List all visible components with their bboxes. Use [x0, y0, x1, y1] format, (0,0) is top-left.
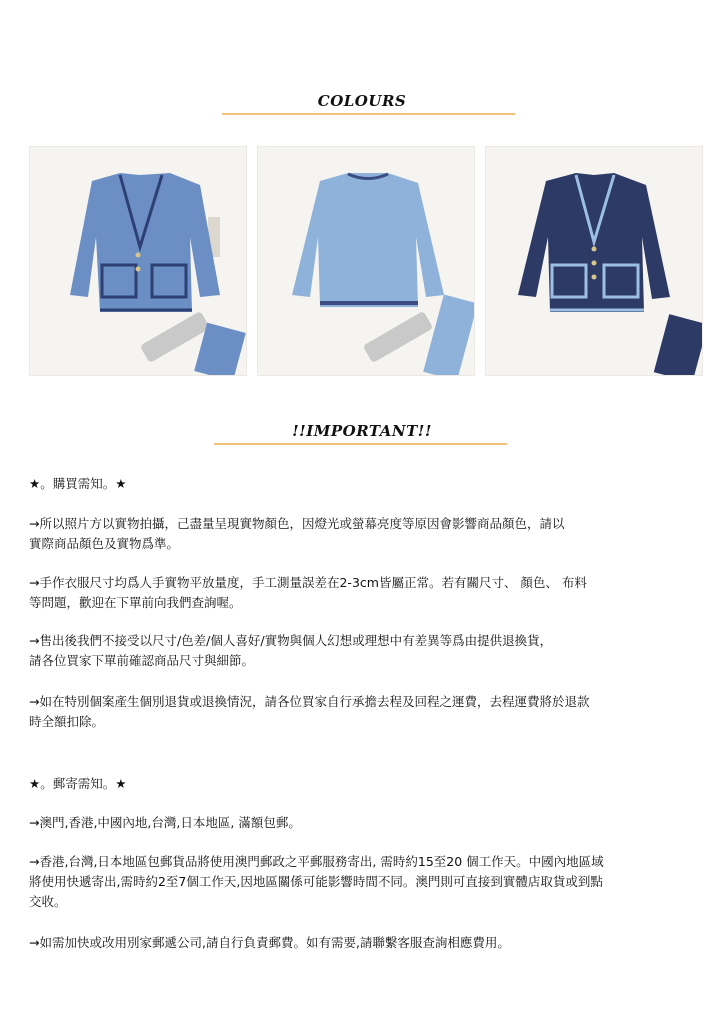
jacket-body [292, 173, 444, 307]
jacket-body [70, 173, 220, 312]
jacket-illustration [30, 147, 246, 375]
jacket-illustration [258, 147, 474, 375]
colours-divider [222, 113, 515, 115]
text-line: →所以照片方以實物拍攝，己盡量呈現實物顏色，因燈光或螢幕亮度等原因會影響商品顏色，請以 [29, 516, 565, 531]
product-photo-light-blue-front [29, 146, 247, 376]
purchase-paragraph-2 [29, 573, 679, 613]
purchase-paragraph-1 [29, 514, 679, 554]
purchase-paragraph-4 [29, 692, 679, 732]
shipping-paragraph-2 [29, 852, 679, 912]
text-line: →手作衣服尺寸均爲人手實物平放量度，手工測量誤差在2-3cm皆屬正常。若有關尺寸、 顏色、 布料 [29, 575, 587, 590]
product-photo-navy-front [485, 146, 703, 376]
colours-heading: COLOURS [317, 92, 407, 110]
button-detail [136, 253, 141, 258]
purchase-paragraph-3 [29, 631, 679, 671]
important-heading: !!IMPORTANT!! [292, 422, 432, 440]
text-line: 實際商品顏色及實物爲準。 [29, 536, 180, 551]
button-detail [592, 247, 597, 252]
text-line: →如在特別個案產生個別退貨或退換情況，請各位買家自行承擔去程及回程之運費，去程運費將於退款 [29, 694, 590, 709]
text-line: →如需加快或改用別家郵遞公司,請自行負責郵費。如有需要,請聯繫客服查詢相應費用。 [29, 935, 510, 950]
text-line: 等問題，歡迎在下單前向我們查詢喔。 [29, 595, 242, 610]
shipping-paragraph-3 [29, 933, 679, 953]
text-line: →香港,台灣,日本地區包郵貨品將使用澳門郵政之平郵服務寄出, 需時約15至20 個工作天。中國內地區域 [29, 854, 604, 869]
background-prop [363, 311, 434, 363]
text-line: 請各位買家下單前確認商品尺寸與細節。 [29, 653, 255, 668]
shipping-paragraph-1 [29, 813, 679, 833]
text-line: 將使用快遞寄出,需時約2至7個工作天,因地區關係可能影響時間不同。澳門則可直接到實體店取貨或到點 [29, 874, 603, 889]
shipping-notice-title: ★。郵寄需知。★ [29, 776, 127, 791]
jacket-illustration [486, 147, 702, 375]
purchase-notice-title: ★。購買需知。★ [29, 476, 127, 491]
text-line: →售出後我們不接受以尺寸/色差/個人喜好/實物與個人幻想或理想中有差異等爲由提供退換貨， [29, 633, 553, 648]
text-line: 時全額扣除。 [29, 714, 105, 729]
text-line: 交收。 [29, 894, 67, 909]
important-divider [214, 443, 507, 445]
product-photo-light-blue-back [257, 146, 475, 376]
text-line: →澳門,香港,中國內地,台灣,日本地區, 滿額包郵。 [29, 815, 301, 830]
